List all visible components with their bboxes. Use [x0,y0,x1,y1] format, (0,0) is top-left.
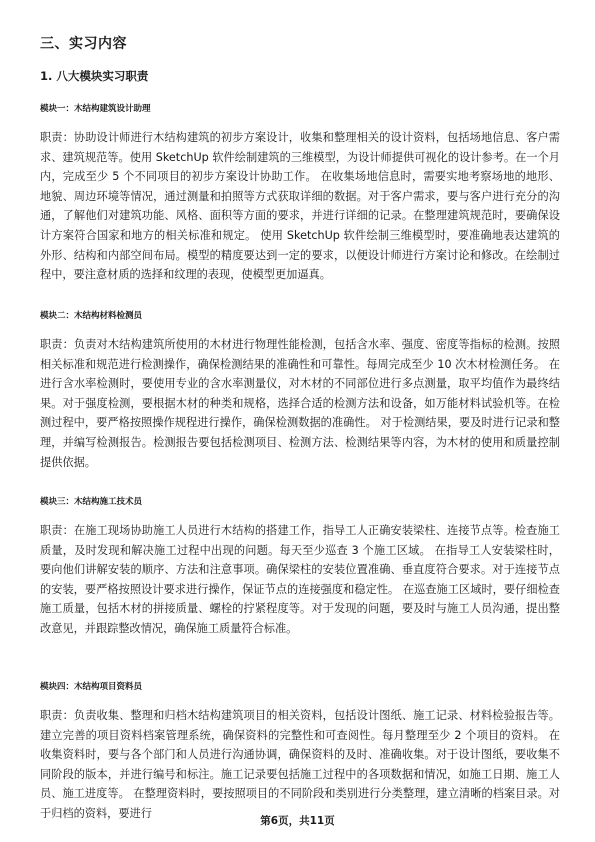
module-four-paragraph: 职责：负责收集、整理和归档木结构建筑项目的相关资料，包括设计图纸、施工记录、材料检验报告等。建立完善的项目资料档案管理系统，确保资料的完整性和可查阅性。每月整理至少 2 个项目的资料。 在收集资料时，要与各个部门和人员进行沟通协调，确保资料的及时、准确收集。对于设计图纸，要收集不同阶段的版本，并进行编号和标注。施工记录要包括施工过程中的各项数据和情况，如施工日期、施工人员、施工进度等。 在整理资料时，要按照项目的不同阶段和类别进行分类整理，建立清晰的档案目录。对于归档的资料，要进行 [40,709,560,820]
module-two-title: 模块二：木结构材料检测员 [40,311,143,321]
page-footer: 第6页，共11页 [260,815,335,827]
module-two-paragraph: 职责：负责对木结构建筑所使用的木材进行物理性能检测，包括含水率、强度、密度等指标的检测。按照相关标准和规范进行检测操作，确保检测结果的准确性和可靠性。每周完成至少 10 次木材检测任务。 在进行含水率检测时，要使用专业的含水率测量仪，对木材的不同部位进行多点测量，取平均值作为最终结果。对于强度检测，要根据木材的种类和规格，选择合适的检测方法和设备，如万能材料试验机等。在检测过程中，要严格按照操作规程进行操作，确保检测数据的准确性。 对于检测结果，要及时进行记录和整理，并编写检测报告。检测报告要包括检测项目、检测方法、检测结果等内容，为木材的使用和质量控制提供依据。 [40,338,560,469]
section-heading: 三、实习内容 [40,36,127,52]
module-one-title: 模块一：木结构建筑设计助理 [40,104,151,114]
module-three-paragraph: 职责：在施工现场协助施工人员进行木结构的搭建工作，指导工人正确安装梁柱、连接节点等。检查施工质量，及时发现和解决施工过程中出现的问题。每天至少巡查 3 个施工区域。 在指导工人安装梁柱时，要向他们讲解安装的顺序、方法和注意事项。确保梁柱的安装位置准确、垂直度符合要求。对于连接节点的安装，要严格按照设计要求进行操作，保证节点的连接强度和稳定性。 在巡查施工区域时，要仔细检查施工质量，包括木材的拼接质量、螺栓的拧紧程度等。对于发现的问题，要及时与施工人员沟通，提出整改意见，并跟踪整改情况，确保施工质量符合标准。 [40,524,560,635]
module-three-title: 模块三：木结构施工技术员 [40,497,143,507]
module-four-title: 模块四：木结构项目资料员 [40,682,143,692]
subsection-heading: 1. 八大模块实习职责 [40,69,149,83]
module-one-paragraph: 职责：协助设计师进行木结构建筑的初步方案设计，收集和整理相关的设计资料，包括场地信息、客户需求、建筑规范等。使用 SketchUp 软件绘制建筑的三维模型，为设计师提供可视化的设计参考。在一个月内，完成至少 5 个不同项目的初步方案设计协助工作。 在收集场地信息时，需要实地考察场地的地形、地貌、周边环境等情况，通过测量和拍照等方式获取详细的数据。对于客户需求，要与客户进行充分的沟通，了解他们对建筑功能、风格、面积等方面的要求，并进行详细的记录。在整理建筑规范时，要确保设计方案符合国家和地方的相关标准和规定。 使用 SketchUp 软件绘制三维模型时，要准确地表达建筑的外形、结构和内部空间布局。模型的精度要达到一定的要求，以便设计师进行方案讨论和修改。在绘制过程中，要注意材质的选择和纹理的表现，使模型更加逼真。 [40,131,560,282]
